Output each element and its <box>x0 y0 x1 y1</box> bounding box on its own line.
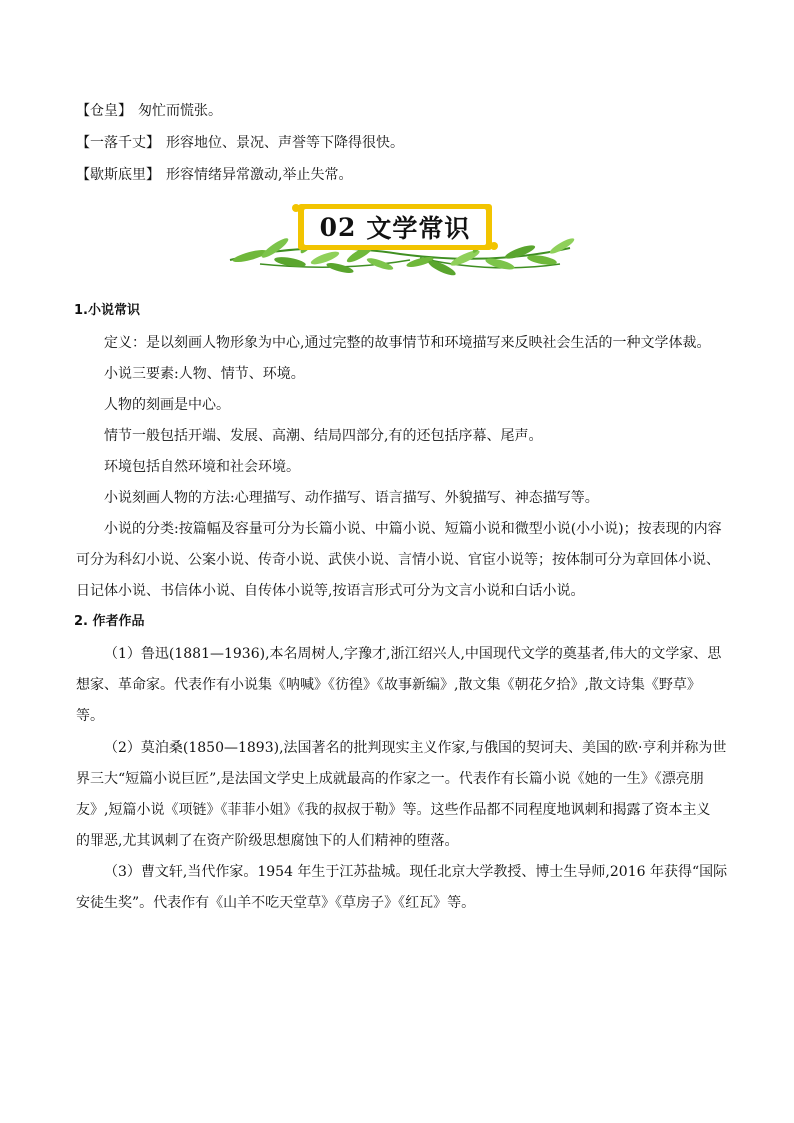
vocab-entry <box>76 133 404 153</box>
paragraph-line: 界三大“短篇小说巨匠”,是法国文学史上成就最高的作家之一。代表作有长篇小说《她的一生》《漂亮朋 <box>76 771 704 787</box>
vocab-term: 【歇斯底里】 <box>76 167 160 183</box>
paragraph-line: 小说刻画人物的方法:心理描写、动作描写、语言描写、外貌描写、神态描写等。 <box>104 490 599 506</box>
paragraph-line: （1）鲁迅(1881—1936),本名周树人,字豫才,浙江绍兴人,中国现代文学的奠基者,伟大的文学家、思 <box>104 646 722 662</box>
section-banner-title <box>300 206 490 248</box>
paragraph-line: 的罪恶,尤其讽刺了在资产阶级思想腐蚀下的人们精神的堕落。 <box>76 833 459 849</box>
paragraph-line: 友》,短篇小说《项链》《菲菲小姐》《我的叔叔于勒》等。这些作品都不同程度地讽刺和揭露了资本主义 <box>76 802 711 818</box>
vocab-definition: 匆忙而慌张。 <box>138 103 222 119</box>
paragraph-line: 想家、革命家。代表作有小说集《呐喊》《彷徨》《故事新编》,散文集《朝花夕拾》,散文诗集《野草》 <box>76 677 701 693</box>
vocab-definition: 形容情绪异常激动,举止失常。 <box>166 167 353 183</box>
paragraph-line: （3）曹文轩,当代作家。1954 年生于江苏盐城。现任北京大学教授、博士生导师,2016 年获得“国际 <box>104 864 728 880</box>
section-heading: 1.小说常识 <box>74 303 140 318</box>
paragraph-line: 等。 <box>76 708 104 724</box>
section-heading: 2. 作者作品 <box>74 614 145 629</box>
paragraph-line: （2）莫泊桑(1850—1893),法国著名的批判现实主义作家,与俄国的契诃夫、美国的欧·亨利并称为世 <box>104 740 727 756</box>
vocab-definition: 形容地位、景况、声誉等下降得很快。 <box>166 135 404 151</box>
paragraph-line: 小说三要素:人物、情节、环境。 <box>104 366 305 382</box>
section-title: 文学常识 <box>366 214 471 243</box>
vocab-term: 【仓皇】 <box>76 103 132 119</box>
paragraph-line: 定义：是以刻画人物形象为中心,通过完整的故事情节和环境描写来反映社会生活的一种文学体裁。 <box>104 335 711 351</box>
vocab-entry <box>76 101 222 121</box>
paragraph-line: 日记体小说、书信体小说、自传体小说等,按语言形式可分为文言小说和白话小说。 <box>76 583 585 599</box>
paragraph-line: 情节一般包括开端、发展、高潮、结局四部分,有的还包括序幕、尾声。 <box>104 428 543 444</box>
paragraph-line: 小说的分类:按篇幅及容量可分为长篇小说、中篇小说、短篇小说和微型小说(小小说)；按表现的内容 <box>104 521 722 537</box>
paragraph-line: 环境包括自然环境和社会环境。 <box>104 459 300 475</box>
section-banner <box>220 198 580 288</box>
paragraph-line: 可分为科幻小说、公案小说、传奇小说、武侠小说、言情小说、官宦小说等；按体制可分为章回体小说、 <box>76 552 720 568</box>
paragraph-line: 安徒生奖”。代表作有《山羊不吃天堂草》《草房子》《红瓦》等。 <box>76 895 476 911</box>
vocab-term: 【一落千丈】 <box>76 135 160 151</box>
paragraph-line: 人物的刻画是中心。 <box>104 397 230 413</box>
vocab-entry <box>76 165 352 185</box>
section-number: 02 <box>319 212 357 242</box>
